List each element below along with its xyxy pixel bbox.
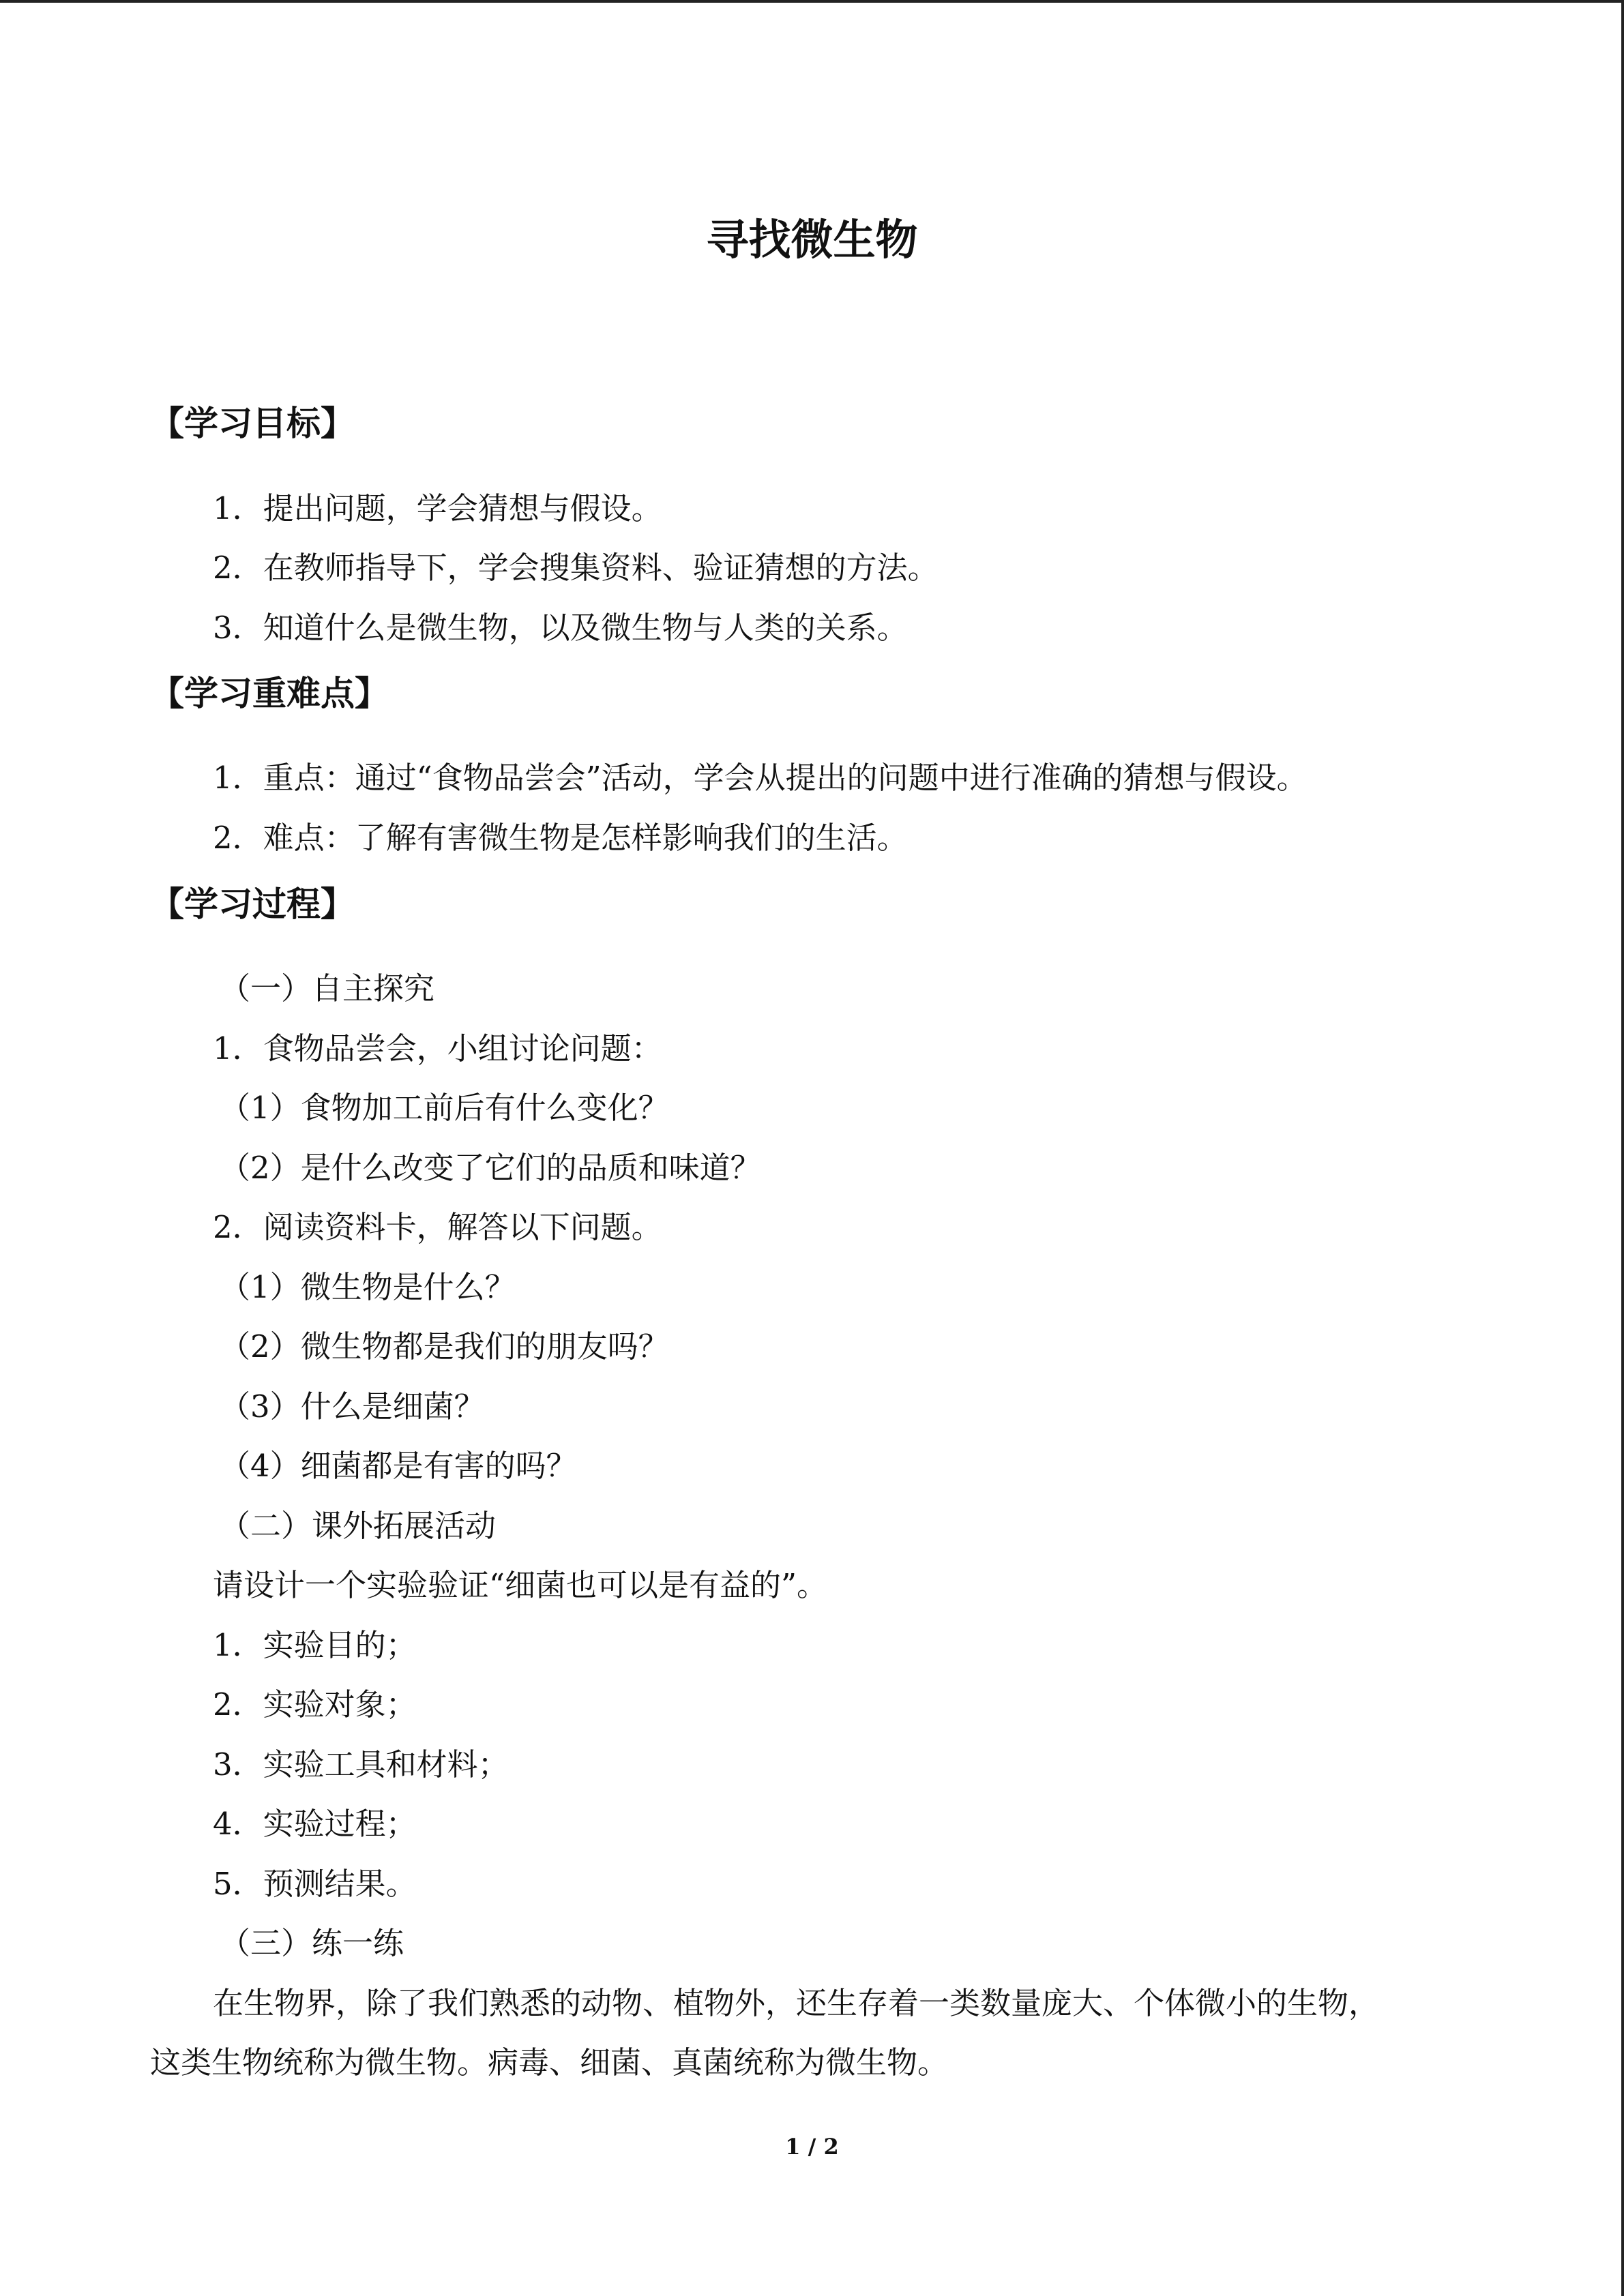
process-part1-question-1: 1．食物品尝会，小组讨论问题： (213, 1030, 662, 1067)
key-point-item-2: 2．难点：了解有害微生物是怎样影响我们的生活。 (213, 820, 908, 856)
objective-item-3: 3．知道什么是微生物，以及微生物与人类的关系。 (213, 610, 908, 646)
process-part3-title: （三）练一练 (220, 1925, 404, 1961)
process-part1-q2-sub-3: （3）什么是细菌？ (220, 1388, 485, 1425)
section-heading-process: 【学习过程】 (150, 884, 355, 924)
process-part1-q1-sub-1: （1）食物加工前后有什么变化？ (220, 1090, 669, 1126)
section-heading-objectives: 【学习目标】 (150, 404, 355, 443)
page-border-top (0, 0, 1624, 3)
process-part1-q2-sub-4: （4）细菌都是有害的吗？ (220, 1448, 577, 1484)
process-part2-step-4: 4．实验过程； (213, 1806, 417, 1842)
process-part1-q1-sub-2: （2）是什么改变了它们的品质和味道？ (220, 1150, 761, 1186)
process-part2-step-2: 2．实验对象； (213, 1686, 417, 1723)
objective-item-2: 2．在教师指导下，学会搜集资料、验证猜想的方法。 (213, 550, 939, 586)
process-part2-title: （二）课外拓展活动 (220, 1508, 497, 1544)
document-title: 寻找微生物 (706, 215, 918, 265)
process-part2-step-5: 5．预测结果。 (213, 1866, 417, 1902)
process-part3-paragraph-line-2: 这类生物统称为微生物。病毒、细菌、真菌统称为微生物。 (150, 2044, 949, 2081)
page-number: 1 / 2 (785, 2134, 839, 2160)
section-heading-key-points: 【学习重难点】 (150, 674, 389, 713)
process-part1-q2-sub-2: （2）微生物都是我们的朋友吗？ (220, 1328, 669, 1365)
process-part2-step-3: 3．实验工具和材料； (213, 1746, 509, 1783)
process-part3-paragraph-line-1: 在生物界，除了我们熟悉的动物、植物外，还生存着一类数量庞大、个体微小的生物， (213, 1985, 1380, 2021)
key-point-item-1: 1．重点：通过“食物品尝会”活动，学会从提出的问题中进行准确的猜想与假设。 (213, 760, 1308, 796)
process-part1-question-2: 2．阅读资料卡，解答以下问题。 (213, 1209, 662, 1245)
process-part2-intro: 请设计一个实验验证“细菌也可以是有益的”。 (213, 1567, 828, 1603)
process-part2-step-1: 1．实验目的； (213, 1627, 417, 1663)
page-border-right (1621, 0, 1624, 2296)
process-part1-q2-sub-1: （1）微生物是什么？ (220, 1269, 516, 1305)
objective-item-1: 1．提出问题，学会猜想与假设。 (213, 490, 662, 526)
process-part1-title: （一）自主探究 (220, 970, 435, 1007)
